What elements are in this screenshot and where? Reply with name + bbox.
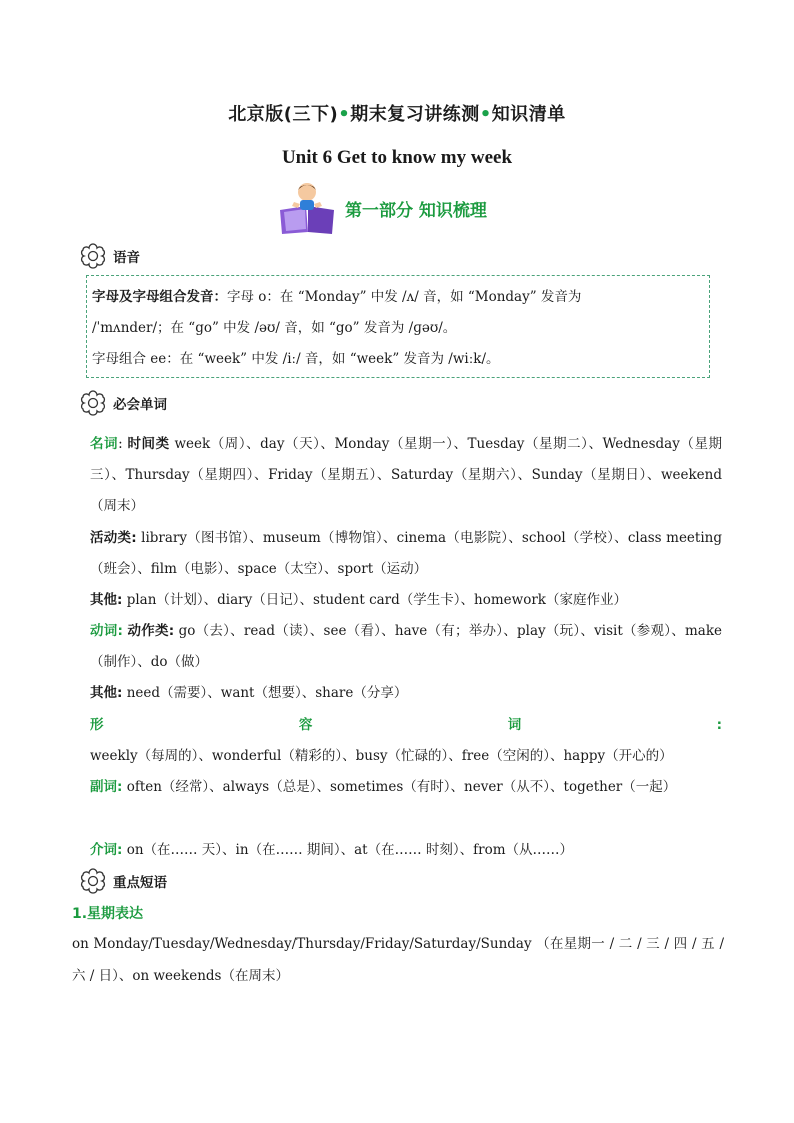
activity-text: library（图书馆）、museum（博物馆）、cinema（电影院）、school（学校）、class meeting（班会）、film（电影）、space（太空）、sport（运动） (90, 530, 722, 577)
vocab-noun-time: 名词: 时间类 week（周）、day（天）、Monday（星期一）、Tuesday（星期二）、Wednesday（星期三）、Thursday（星期四）、Friday（星期五）、Saturday（星期六）、Sunday（星期日）、weekend（周末） (90, 436, 722, 514)
vocab-activity (90, 523, 722, 585)
reading-student-icon (272, 180, 342, 236)
time-text: week（周）、day（天）、Monday（星期一）、Tuesday（星期二）、Wednesday（星期三）、Thursday（星期四）、Friday（星期五）、Saturday（星期六）、Sunday（星期日）、weekend（周末） (90, 436, 722, 514)
section-heading-phonetics (78, 240, 140, 272)
section-label-vocab: 必会单词 (113, 397, 167, 413)
other2-label: 其他: (90, 685, 123, 701)
other2-text: need（需要）、want（想要）、share（分享） (122, 685, 408, 701)
verb-label: 动词: (90, 623, 123, 639)
vocab-prepositions (90, 835, 722, 866)
title-part-a: 北京版(三下) (228, 104, 339, 125)
title-part-b: 期末复习讲练测 (350, 104, 480, 125)
vocab-other-verbs (90, 678, 722, 709)
noun-label: 名词 (90, 436, 119, 452)
phonetics-line-2: /ˈmʌnder/；在 “go” 中发 /əʊ/ 音，如 “go” 发音为 /ɡəʊ/。 (92, 320, 457, 336)
other1-text: plan（计划）、diary（日记）、student card（学生卡）、homework（家庭作业） (122, 592, 627, 608)
phonetics-line-3: 字母组合 ee：在 “week” 中发 /iː/ 音，如 “week” 发音为 /wiːk/。 (92, 351, 500, 367)
phonetics-line-1 (92, 287, 581, 307)
adj-label: 形容词: (90, 717, 722, 733)
title-part-c: 知识清单 (491, 104, 566, 125)
flower-icon (78, 866, 108, 896)
phonetics-label: 字母及字母组合发音： (92, 289, 227, 305)
adv-label: 副词: (90, 779, 123, 795)
section-heading-phrases (78, 865, 167, 897)
document-title (0, 100, 794, 126)
unit-title: Unit 6 Get to know my week (281, 147, 513, 168)
title-dot-1: • (338, 104, 351, 125)
vocab-verb-action (90, 616, 722, 678)
adj-text: weekly（每周的）、wonderful（精彩的）、busy（忙碌的）、free（空闲的）、happy（开心的） (90, 748, 673, 764)
flower-icon (78, 388, 108, 418)
phonetics-text-1: 字母 o：在 “Monday” 中发 /ʌ/ 音，如 “Monday” 发音为 (227, 289, 582, 305)
adv-text: often（经常）、always（总是）、sometimes（有时）、never（从不）、together（一起） (122, 779, 677, 795)
section-label-phonetics: 语音 (113, 250, 140, 266)
flower-icon (78, 241, 108, 271)
section-heading-vocab (78, 387, 167, 419)
action-label: 动作类: (127, 623, 175, 639)
activity-label: 活动类: (90, 530, 137, 546)
vocab-adjectives (90, 710, 722, 772)
prep-text: on（在…… 天）、in（在…… 期间）、at（在…… 时刻）、from（从……） (122, 842, 574, 858)
phrase-weekdays-text: on Monday/Tuesday/Wednesday/Thursday/Friday/Saturday/Sunday （在星期一 / 二 / 三 / 四 / 五 / 六 / 日）、on weekends（在周末） (72, 936, 724, 984)
vocab-other-nouns (90, 585, 722, 616)
vocab-adverbs (90, 772, 722, 803)
phrase-subheading-weekdays: 1.星期表达 (72, 906, 144, 922)
action-text: go（去）、read（读）、see（看）、have（有；举办）、play（玩）、visit（参观）、make（制作）、do（做） (90, 623, 723, 670)
other1-label: 其他: (90, 592, 123, 608)
time-label: 时间类 (127, 436, 170, 452)
part-title: 第一部分 知识梳理 (345, 201, 487, 221)
section-label-phrases: 重点短语 (113, 875, 167, 891)
prep-label: 介词: (90, 842, 123, 858)
title-dot-2: • (479, 104, 492, 125)
